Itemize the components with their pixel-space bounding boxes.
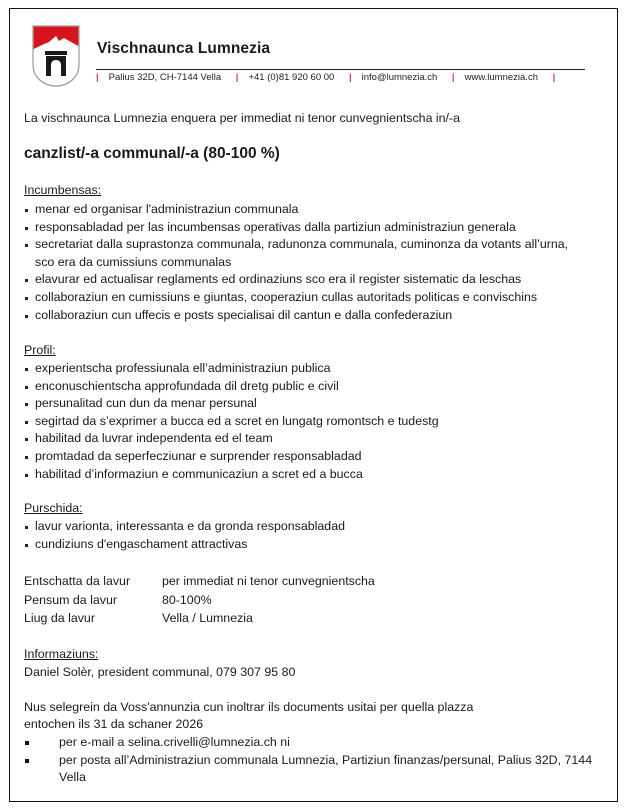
separator: |: [96, 72, 99, 83]
separator: |: [348, 72, 352, 83]
application-text: Nus selegrein da Voss'annunzia cun inoltrar ils documents usitai per quella plazza: [24, 700, 474, 714]
detail-value: 80-100%: [162, 592, 212, 607]
list-item: collaboraziun cun uffecis e posts specialisai dil cantun e dalla confederaziun: [24, 307, 569, 325]
list-item: menar ed organisar l'administraziun communala: [24, 201, 569, 219]
list-item: cundiziuns d'engaschament attractivas: [24, 536, 604, 554]
list-item: responsabladad per las incumbensas operativas dalla partiziun administraziun generala: [24, 219, 569, 237]
purschida-list: [24, 518, 604, 553]
list-item: lavur varionta, interessanta e da gronda responsabladad: [24, 518, 604, 536]
list-item: habilitad da luvrar independenta ed el team: [24, 430, 604, 448]
list-item: segirtad da s’exprimer a bucca ed a scret en lungatg romontsch e tudestg: [24, 413, 604, 431]
separator: |: [235, 72, 239, 83]
intro-text: La vischnaunca Lumnezia enquera per immediat ni tenor cunvegnientscha in/-a: [24, 111, 461, 125]
address: Palius 32D, CH-7144 Vella: [108, 72, 222, 83]
detail-value: per immediat ni tenor cunvegnientscha: [162, 574, 375, 588]
section-heading-profil: Profil:: [24, 343, 56, 357]
incumbensas-list: [24, 201, 569, 324]
profil-list: [24, 360, 604, 483]
contact-bar: [96, 72, 596, 83]
detail-key: Pensum da lavur: [24, 592, 117, 607]
website-link[interactable]: www.lumnezia.ch: [464, 72, 538, 83]
separator: |: [552, 72, 556, 83]
detail-row: [24, 609, 375, 628]
application-methods: [24, 734, 604, 787]
list-item: experientscha professiunala ell’administraziun publica: [24, 360, 604, 378]
list-item: per e-mail a selina.crivelli@lumnezia.ch ni: [24, 734, 604, 752]
coat-of-arms-icon: [31, 24, 81, 88]
list-item: collaboraziun en cumissiuns e giuntas, cooperaziun cullas autoritads politicas e convischins: [24, 289, 569, 307]
detail-key: Liug da lavur: [24, 611, 95, 625]
section-heading-incumbensas: Incumbensas:: [24, 183, 102, 197]
detail-row: [24, 591, 375, 610]
list-item: persunalitad cun dun da menar persunal: [24, 395, 604, 413]
detail-row: [24, 572, 375, 591]
application-deadline: entochen ils 31 da schaner 2026: [24, 717, 204, 731]
detail-value: Vella / Lumnezia: [162, 611, 253, 625]
list-item: elavurar ed actualisar reglaments ed ordinaziuns sco era il register sistematic da leschas: [24, 271, 569, 289]
separator: |: [451, 72, 455, 83]
job-details: [24, 572, 375, 628]
phone: +41 (0)81 920 60 00: [248, 72, 335, 83]
section-heading-purschida: Purschida:: [24, 501, 83, 515]
org-name: Vischnaunca Lumnezia: [97, 40, 271, 57]
list-item: habilitad d’informaziun e communicaziun a scret ed a bucca: [24, 466, 604, 484]
detail-key: Entschatta da lavur: [24, 574, 131, 588]
info-contact: Daniel Solèr, president communal, 079 307 95 80: [24, 665, 296, 679]
email-link[interactable]: info@lumnezia.ch: [361, 72, 438, 83]
list-item: promtadad da seperfecziunar e surprender responsabladad: [24, 448, 604, 466]
section-heading-informaziuns: Informaziuns:: [24, 647, 99, 661]
header-rule: [96, 69, 585, 70]
list-item: per posta all’Administraziun communala Lumnezia, Partiziun finanzas/persunal, Palius 32D, 7144 Vella: [24, 752, 604, 787]
list-item: enconuschientscha approfundada dil dretg public e civil: [24, 378, 604, 396]
list-item: secretariat dalla suprastonza communala, radunonza communala, cuminonza da votants all’urna, sco era da cumissiuns communalas: [24, 236, 569, 271]
job-title: canzlist/-a communal/-a (80-100 %): [24, 145, 280, 162]
